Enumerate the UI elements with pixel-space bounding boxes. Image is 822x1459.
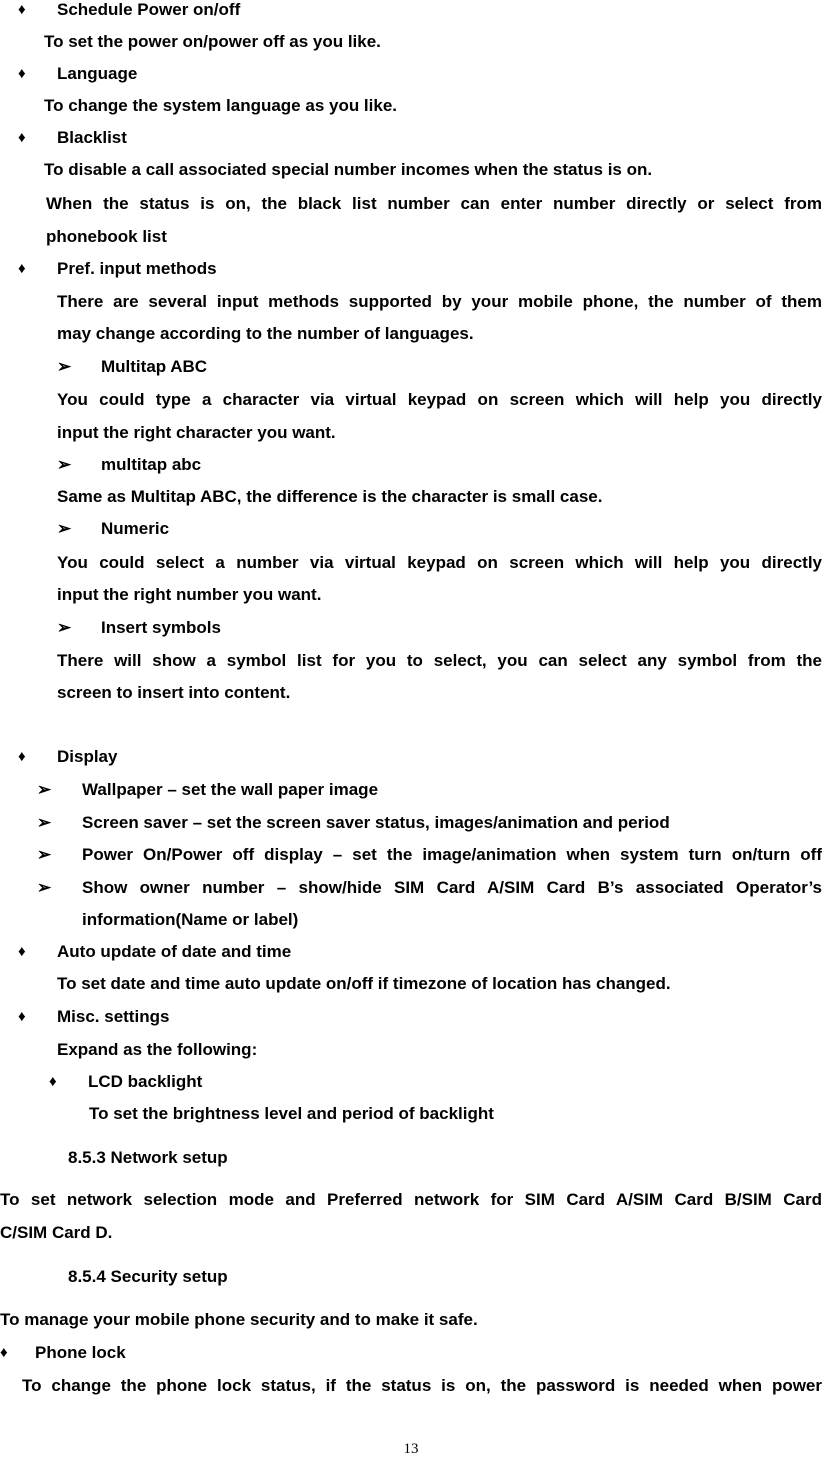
schedule-title: Schedule Power on/off	[57, 0, 241, 19]
display-item-power-display: Power On/Power off display – set the image/animation when system turn on/turn off	[82, 845, 822, 864]
page-number: 13	[403, 1441, 419, 1457]
network-desc-1: To set network selection mode and Preferred network for SIM Card A/SIM Card B/SIM Card	[0, 1190, 822, 1209]
blacklist-desc-2: When the status is on, the black list number can enter number directly or select from	[46, 194, 822, 213]
arrow-bullet-icon: ➢	[37, 845, 52, 864]
bullet-icon: ♦	[0, 1344, 8, 1361]
security-heading: 8.5.4 Security setup	[68, 1267, 228, 1286]
numeric-desc-1: You could select a number via virtual keypad on screen which will help you directly	[57, 553, 822, 572]
numeric-title: Numeric	[101, 519, 170, 538]
bullet-icon: ♦	[18, 129, 26, 146]
blacklist-desc-3: phonebook list	[46, 227, 167, 246]
bullet-icon: ♦	[49, 1073, 57, 1090]
arrow-bullet-icon: ➢	[57, 455, 72, 474]
security-desc: To manage your mobile phone security and to make it safe.	[0, 1310, 478, 1329]
multitap-abc-desc-1: You could type a character via virtual keypad on screen which will help you directly	[57, 390, 822, 409]
bullet-icon: ♦	[18, 260, 26, 277]
input-methods-desc-1: There are several input methods supported by your mobile phone, the number of them	[57, 292, 822, 311]
bullet-icon: ♦	[18, 1008, 26, 1025]
insert-symbols-desc-2: screen to insert into content.	[57, 683, 291, 702]
display-item-wallpaper: Wallpaper – set the wall paper image	[82, 780, 379, 799]
misc-title: Misc. settings	[57, 1007, 170, 1026]
arrow-bullet-icon: ➢	[37, 813, 52, 832]
language-title: Language	[57, 64, 138, 83]
bullet-icon: ♦	[18, 943, 26, 960]
network-desc-2: C/SIM Card D.	[0, 1223, 113, 1242]
insert-symbols-title: Insert symbols	[101, 618, 221, 637]
display-title: Display	[57, 747, 118, 766]
arrow-bullet-icon: ➢	[37, 878, 52, 897]
multitap-abc-title: Multitap ABC	[101, 357, 208, 376]
lcd-backlight-title: LCD backlight	[88, 1072, 203, 1091]
auto-update-desc: To set date and time auto update on/off if timezone of location has changed.	[57, 974, 671, 993]
multitap-abc-desc-2: input the right character you want.	[57, 423, 336, 442]
bullet-icon: ♦	[18, 1, 26, 18]
display-item-owner-number-cont: information(Name or label)	[82, 910, 299, 929]
misc-desc: Expand as the following:	[57, 1040, 258, 1059]
lcd-backlight-desc: To set the brightness level and period of backlight	[89, 1104, 494, 1123]
display-item-owner-number: Show owner number – show/hide SIM Card A/SIM Card B’s associated Operator’s	[82, 878, 822, 897]
blacklist-title: Blacklist	[57, 128, 127, 147]
language-desc: To change the system language as you like.	[44, 96, 398, 115]
input-methods-title: Pref. input methods	[57, 259, 217, 278]
display-item-screen-saver: Screen saver – set the screen saver status, images/animation and period	[82, 813, 670, 832]
arrow-bullet-icon: ➢	[57, 618, 72, 637]
bullet-icon: ♦	[18, 65, 26, 82]
blacklist-desc-1: To disable a call associated special number incomes when the status is on.	[44, 160, 653, 179]
insert-symbols-desc-1: There will show a symbol list for you to select, you can select any symbol from the	[57, 651, 822, 670]
multitap-lower-desc: Same as Multitap ABC, the difference is the character is small case.	[57, 487, 603, 506]
auto-update-title: Auto update of date and time	[57, 942, 292, 961]
arrow-bullet-icon: ➢	[57, 519, 72, 538]
schedule-desc: To set the power on/power off as you like.	[44, 32, 381, 51]
bullet-icon: ♦	[18, 748, 26, 765]
network-heading: 8.5.3 Network setup	[68, 1148, 228, 1167]
input-methods-desc-2: may change according to the number of languages.	[57, 324, 474, 343]
phone-lock-title: Phone lock	[35, 1343, 126, 1362]
multitap-lower-title: multitap abc	[101, 455, 202, 474]
phone-lock-desc: To change the phone lock status, if the status is on, the password is needed when power	[22, 1376, 822, 1395]
arrow-bullet-icon: ➢	[57, 357, 72, 376]
arrow-bullet-icon: ➢	[37, 780, 52, 799]
numeric-desc-2: input the right number you want.	[57, 585, 322, 604]
